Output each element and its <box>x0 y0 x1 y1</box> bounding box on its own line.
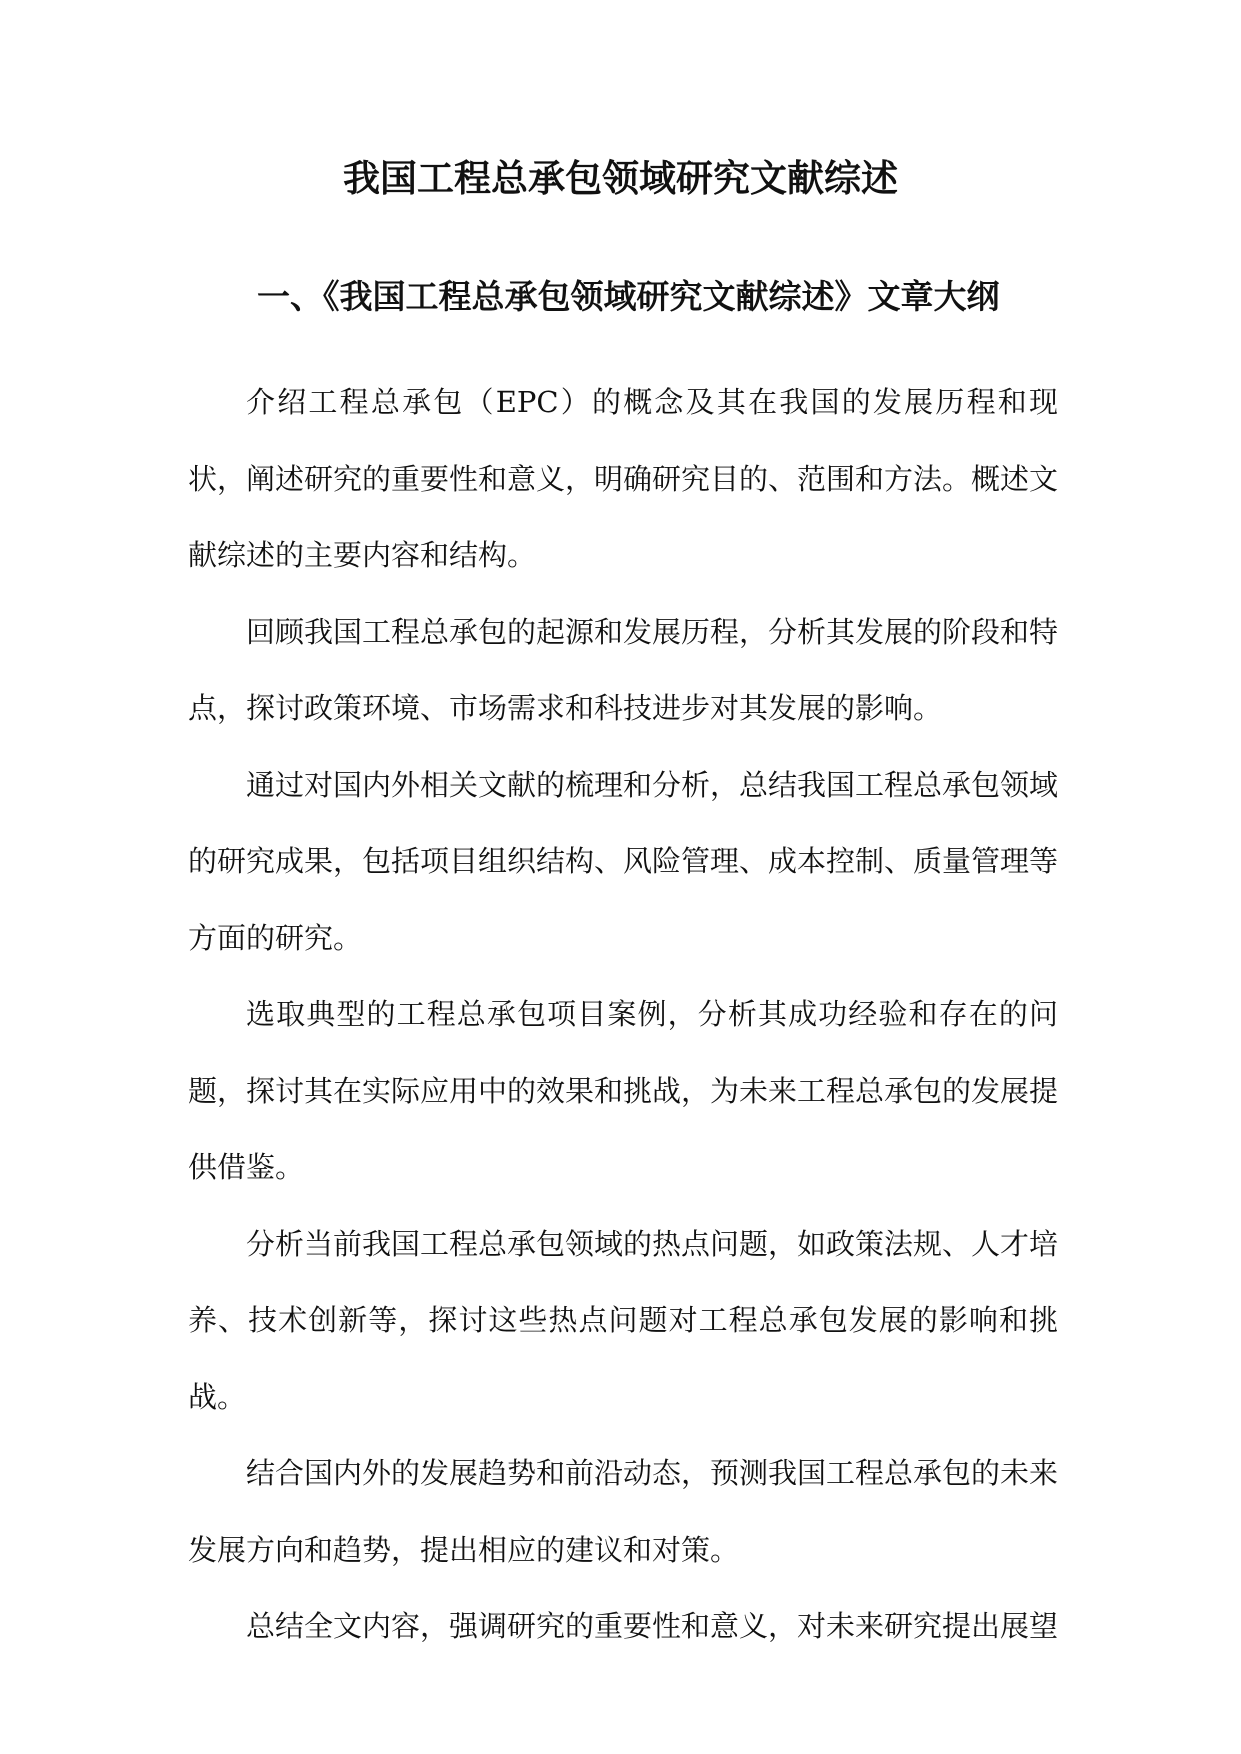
paragraph-case-studies: 选取典型的工程总承包项目案例，分析其成功经验和存在的问题，探讨其在实际应用中的效果和挑战，为未来工程总承包的发展提供借鉴。 <box>188 997 1059 1184</box>
document-title: 我国工程总承包领域研究文献综述 <box>343 156 898 200</box>
paragraph-research-results: 通过对国内外相关文献的梳理和分析，总结我国工程总承包领域的研究成果，包括项目组织结构、风险管理、成本控制、质量管理等方面的研究。 <box>188 767 1059 955</box>
paragraph-future-trends: 结合国内外的发展趋势和前沿动态，预测我国工程总承包的未来发展方向和趋势，提出相应的建议和对策。 <box>188 1456 1059 1567</box>
paragraph-history: 回顾我国工程总承包的起源和发展历程，分析其发展的阶段和特点，探讨政策环境、市场需求和科技进步对其发展的影响。 <box>188 614 1059 725</box>
section-heading: 一、《我国工程总承包领域研究文献综述》文章大纲 <box>257 277 1000 316</box>
paragraph-conclusion: 总结全文内容，强调研究的重要性和意义，对未来研究提出展望 <box>246 1609 1059 1643</box>
document-body <box>188 364 1058 1665</box>
paragraph-introduction: 介绍工程总承包（EPC）的概念及其在我国的发展历程和现状，阐述研究的重要性和意义，明确研究目的、范围和方法。概述文献综述的主要内容和结构。 <box>188 385 1059 572</box>
paragraph-hot-issues: 分析当前我国工程总承包领域的热点问题，如政策法规、人才培养、技术创新等，探讨这些热点问题对工程总承包发展的影响和挑战。 <box>188 1226 1059 1414</box>
